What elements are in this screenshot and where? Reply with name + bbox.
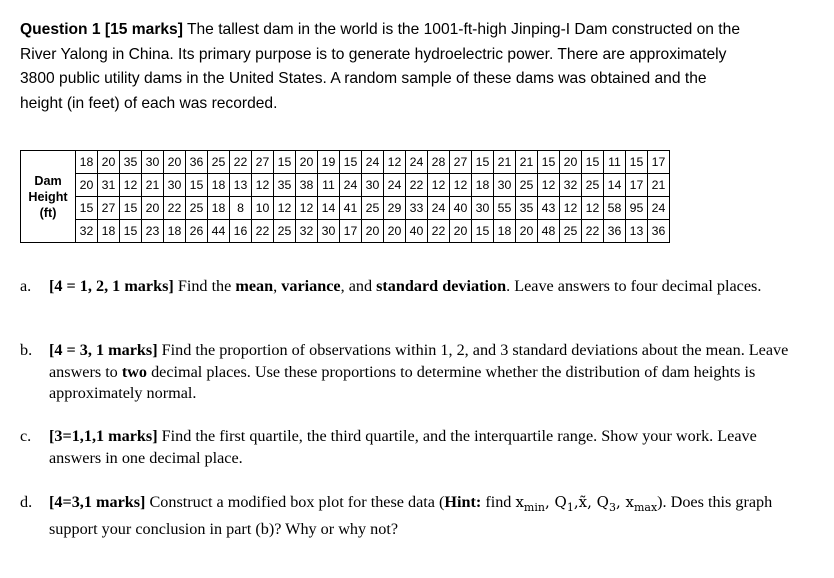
table-cell: 33 [406,197,428,220]
table-cell: 18 [494,220,516,243]
table-cell: 18 [208,174,230,197]
table-cell: 23 [142,220,164,243]
table-row [21,151,670,174]
table-cell: 15 [582,151,604,174]
table-cell: 20 [560,151,582,174]
table-cell: 30 [164,174,186,197]
table-cell: 15 [626,151,648,174]
table-cell: 20 [450,220,472,243]
table-cell: 27 [252,151,274,174]
part-b-text [49,340,800,405]
part-a [20,276,800,298]
part-a-text-1: Find the [173,277,236,295]
table-cell: 95 [626,197,648,220]
part-a-text-2: , [273,277,282,295]
table-cell: 18 [472,174,494,197]
table-row [21,220,670,243]
table-cell: 16 [230,220,252,243]
part-b-letter: b. [20,341,33,359]
table-cell: 48 [538,220,560,243]
table-cell: 44 [208,220,230,243]
part-d-formula [515,493,658,514]
table-cell: 8 [230,197,252,220]
table-cell: 18 [98,220,120,243]
table-cell: 13 [626,220,648,243]
table-cell: 15 [340,151,362,174]
table-cell: 25 [582,174,604,197]
xmin-base: x [515,493,524,511]
table-cell: 30 [494,174,516,197]
table-cell: 15 [538,151,560,174]
table-cell: 17 [340,220,362,243]
table-cell: 22 [406,174,428,197]
table-cell: 20 [98,151,120,174]
table-cell: 43 [538,197,560,220]
part-d-text-2: find [481,493,516,511]
table-cell: 20 [384,220,406,243]
formula-sep-4: , [615,493,626,511]
table-cell: 15 [120,220,142,243]
part-b-text-1: Find the proportion of observations within 1, 2, and 3 standard deviations about the mean. Leave answers to [49,341,789,381]
table-cell: 20 [516,220,538,243]
table-cell: 22 [164,197,186,220]
q3-base: Q [596,493,609,511]
table-cell: 11 [604,151,626,174]
table-cell: 22 [230,151,252,174]
xmax-sub: max [633,501,658,514]
table-cell: 27 [98,197,120,220]
table-cell: 29 [384,197,406,220]
table-cell: 12 [252,174,274,197]
table-cell: 15 [472,151,494,174]
table-cell: 24 [362,151,384,174]
question-heading: Question 1 [15 marks] [20,21,183,38]
table-cell: 27 [450,151,472,174]
table-cell: 41 [340,197,362,220]
table-cell: 30 [362,174,384,197]
table-cell: 15 [186,174,208,197]
table-cell: 18 [208,197,230,220]
part-c-marks: [3=1,1,1 marks] [49,427,158,445]
table-cell: 12 [296,197,318,220]
formula-sep-1: , [544,493,555,511]
table-cell: 14 [604,174,626,197]
table-cell: 15 [274,151,296,174]
table-cell: 35 [274,174,296,197]
table-cell: 30 [318,220,340,243]
table-cell: 58 [604,197,626,220]
table-cell: 36 [604,220,626,243]
table-cell: 55 [494,197,516,220]
table-cell: 21 [494,151,516,174]
table-cell: 26 [186,220,208,243]
row-label-line: Dam [34,173,62,188]
dam-height-table-body [21,151,670,243]
table-cell: 12 [384,151,406,174]
table-cell: 24 [648,197,670,220]
part-c-letter: c. [20,427,32,445]
table-cell: 10 [252,197,274,220]
table-cell: 30 [142,151,164,174]
q3-sub: 3 [608,501,616,514]
median-symbol: x̃ [578,493,588,511]
table-cell: 30 [472,197,494,220]
part-b-two: two [121,362,148,381]
table-cell: 32 [76,220,98,243]
table-cell: 18 [164,220,186,243]
part-d-text-3: ). Does this graph support your conclusion in part (b)? Why or why not? [49,493,773,538]
part-a-text-4: . Leave answers to four decimal places. [506,277,762,295]
part-d [20,492,800,540]
table-cell: 21 [142,174,164,197]
table-cell: 12 [120,174,142,197]
table-cell: 25 [560,220,582,243]
table-cell: 40 [450,197,472,220]
row-label-dam-height [21,151,76,243]
table-cell: 40 [406,220,428,243]
table-cell: 12 [428,174,450,197]
dam-height-table [20,150,670,243]
table-cell: 25 [208,151,230,174]
table-cell: 14 [318,197,340,220]
table-cell: 15 [472,220,494,243]
part-a-variance: variance [281,277,341,295]
table-cell: 12 [538,174,560,197]
part-a-marks: [4 = 1, 2, 1 marks] [49,277,174,295]
table-cell: 12 [274,197,296,220]
part-a-letter: a. [20,277,32,295]
table-cell: 12 [560,197,582,220]
part-d-marks: [4=3,1 marks] [49,493,146,511]
table-row [21,174,670,197]
formula-sep-3: , [587,493,597,511]
table-cell: 20 [296,151,318,174]
part-c-text [49,426,800,469]
part-c-text-1: Find the first quartile, the third quartile, and the interquartile range. Show your work. Leave answers in one decimal place. [49,427,757,467]
table-cell: 19 [318,151,340,174]
question-line-3: 3800 public utility dams in the United States. A random sample of these dams was obtained and the [20,70,707,87]
table-cell: 22 [582,220,604,243]
table-cell: 22 [428,220,450,243]
table-cell: 35 [516,197,538,220]
table-cell: 12 [450,174,472,197]
question-line-2: River Yalong in China. Its primary purpose is to generate hydroelectric power. There are approximately [20,45,727,63]
table-cell: 20 [164,151,186,174]
table-cell: 20 [76,174,98,197]
table-cell: 36 [648,220,670,243]
part-d-letter: d. [20,493,33,511]
part-a-text [49,276,800,298]
table-cell: 20 [362,220,384,243]
table-cell: 25 [186,197,208,220]
part-c [20,426,800,469]
table-cell: 25 [362,197,384,220]
table-cell: 32 [296,220,318,243]
table-cell: 13 [230,174,252,197]
table-cell: 32 [560,174,582,197]
table-cell: 36 [186,151,208,174]
part-b-text-2: decimal places. Use these proportions to determine whether the distribution of dam heights is approximately normal. [49,362,756,402]
table-cell: 20 [142,197,164,220]
table-cell: 24 [428,197,450,220]
table-cell: 17 [648,151,670,174]
table-cell: 35 [120,151,142,174]
table-cell: 15 [120,197,142,220]
table-cell: 18 [76,151,98,174]
table-cell: 25 [274,220,296,243]
row-label-line: Height [28,189,68,204]
table-cell: 17 [626,174,648,197]
xmax-base: x [625,493,634,511]
question-line-1: The tallest dam in the world is the 1001-ft-high Jinping-I Dam constructed on the [182,21,740,38]
part-d-text-1: Construct a modified box plot for these data ( [145,493,445,511]
table-row [21,197,670,220]
part-d-hint: Hint: [444,493,482,511]
q1-base: Q [554,493,567,511]
part-a-sd: standard deviation [376,277,507,295]
row-label-line: (ft) [39,205,57,220]
table-cell: 38 [296,174,318,197]
table-cell: 15 [76,197,98,220]
xmin-sub: min [523,501,545,514]
table-cell: 31 [98,174,120,197]
part-b [20,340,800,405]
table-cell: 24 [340,174,362,197]
table-cell: 11 [318,174,340,197]
table-cell: 28 [428,151,450,174]
part-a-mean: mean [235,277,274,295]
table-cell: 25 [516,174,538,197]
formula-sep-2: , [573,493,579,511]
question-intro [20,18,810,116]
q1-sub: 1 [566,501,574,514]
question-line-4: height (in feet) of each was recorded. [20,94,278,112]
table-cell: 22 [252,220,274,243]
part-a-text-3: , and [340,277,377,295]
part-d-text [49,492,800,540]
table-cell: 12 [582,197,604,220]
part-b-marks: [4 = 3, 1 marks] [49,341,158,359]
table-cell: 24 [406,151,428,174]
table-cell: 24 [384,174,406,197]
table-cell: 21 [648,174,670,197]
table-cell: 21 [516,151,538,174]
